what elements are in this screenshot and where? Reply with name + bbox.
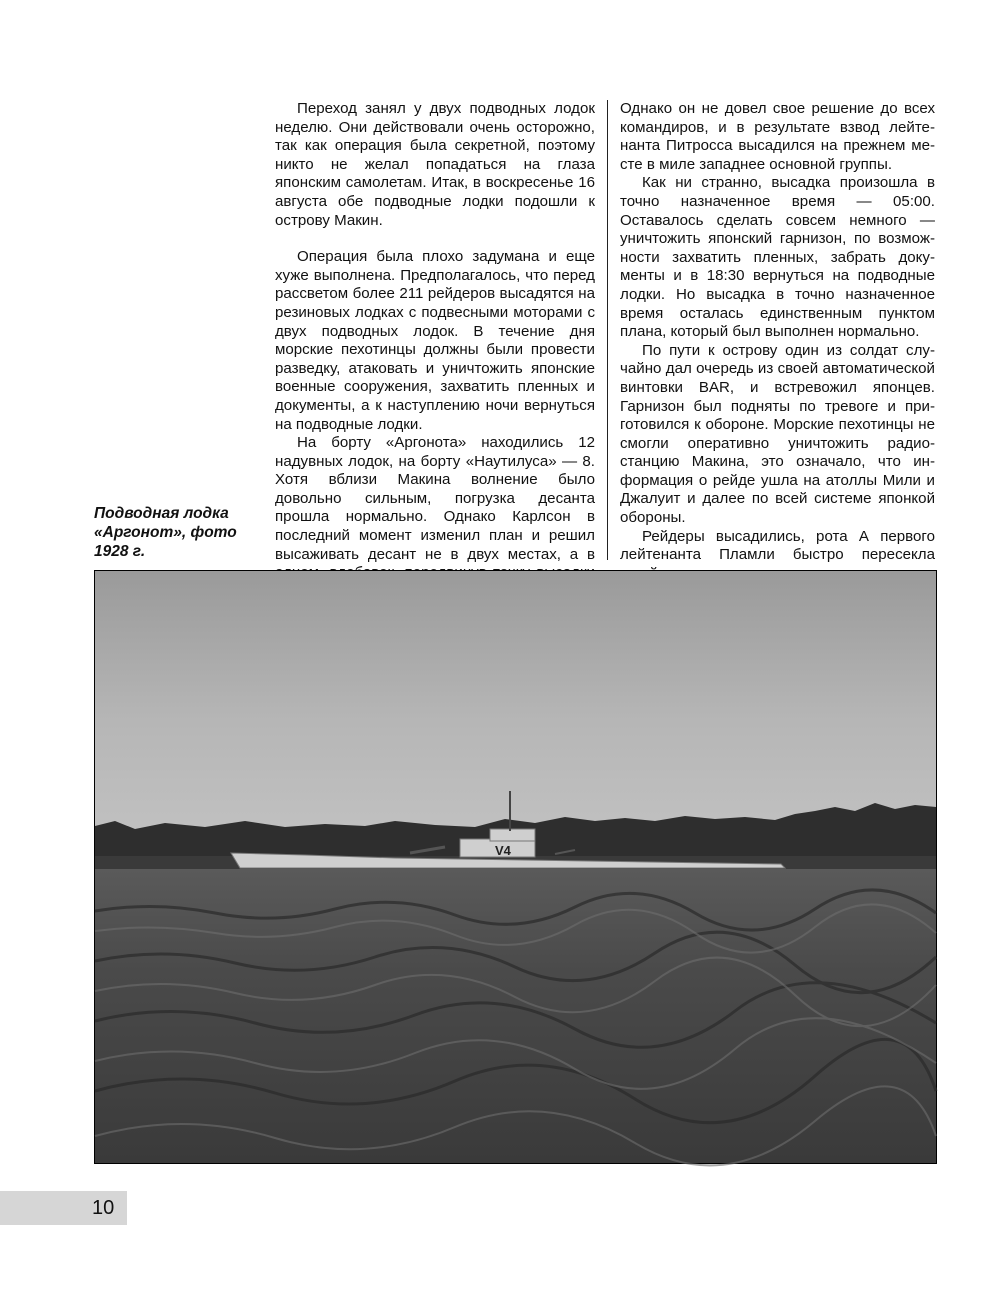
paragraph: По пути к острову один из солдат случайно дал очередь из своей автоматической винтовки BAR, и встревожил японцев. Гарнизон был подняты по тревоге и приготовился к обороне. Морские пехотинцы не смогли оперативно уничтожить радиостанцию Макина, это означало, что информация о рейде ушла на атоллы Мили и Джалуит и далее по всей системе японкой обороны. [620, 341, 935, 527]
text-column-right [620, 100, 935, 564]
submarine-photo [94, 570, 937, 1164]
text-column-left [275, 100, 595, 563]
submarine-photo-drawing [95, 571, 936, 1163]
page-number: 10 [92, 1197, 115, 1219]
paragraph: Переход занял у двух подводных лодок неделю. Они действовали очень осторожно, так как операция была секретной, поэтому никто не желал попадаться на глаза японским самолетам. Итак, в воскресенье 16 августа обе подводные лодки подошли к острову Макин. [275, 100, 595, 229]
photo-caption: Подводная лодка «Аргонот», фото 1928 г. [94, 505, 237, 560]
paragraph: Операция была плохо задумана и еще хуже выполнена. Предполагалось, что перед рассветом более 211 рейдеров высадятся на резиновых лодках с подвесными моторами с двух подводных лодок. В течение дня морские пехотинцы должны были провести разведку, атаковать и уничтожить японские военные сооружения, захватить пленных и документы, а к наступлению ночи вернуться на подводные лодки. [275, 248, 595, 433]
paragraph: Как ни странно, высадка произошла в точно назначенное время — 05:00. Оставалось сделать совсем немного — уничтожить японский гарнизон, по возможности захватить пленных, забрать документы и в 18:30 вернуться на подводные лодки. Но высадка в точно назначенное время осталась единственным пунктом плана, который был выполнен нормально. [620, 174, 935, 341]
paragraph: Рейдеры высадились, рота А первого лейтенанта Пламли быстро пересекла [620, 527, 935, 564]
paragraph: На борту «Аргонота» находились 12 надувных лодок, на борту «Наутилуса» — 8. Хотя вблизи Макина волнение было довольно сильным, погрузка десанта прошла нормально. Однако Карлсон в последний момент изменил план и решил высаживать десант не в двух местах, а в [275, 434, 595, 563]
hull-marking: V4 [495, 843, 511, 858]
paragraph: Однако он не довел свое решение до всех командиров, и в результате взвод лейтенанта Питросса высадился на прежнем месте в миле западнее основной группы. [620, 100, 935, 173]
column-divider [607, 100, 608, 560]
